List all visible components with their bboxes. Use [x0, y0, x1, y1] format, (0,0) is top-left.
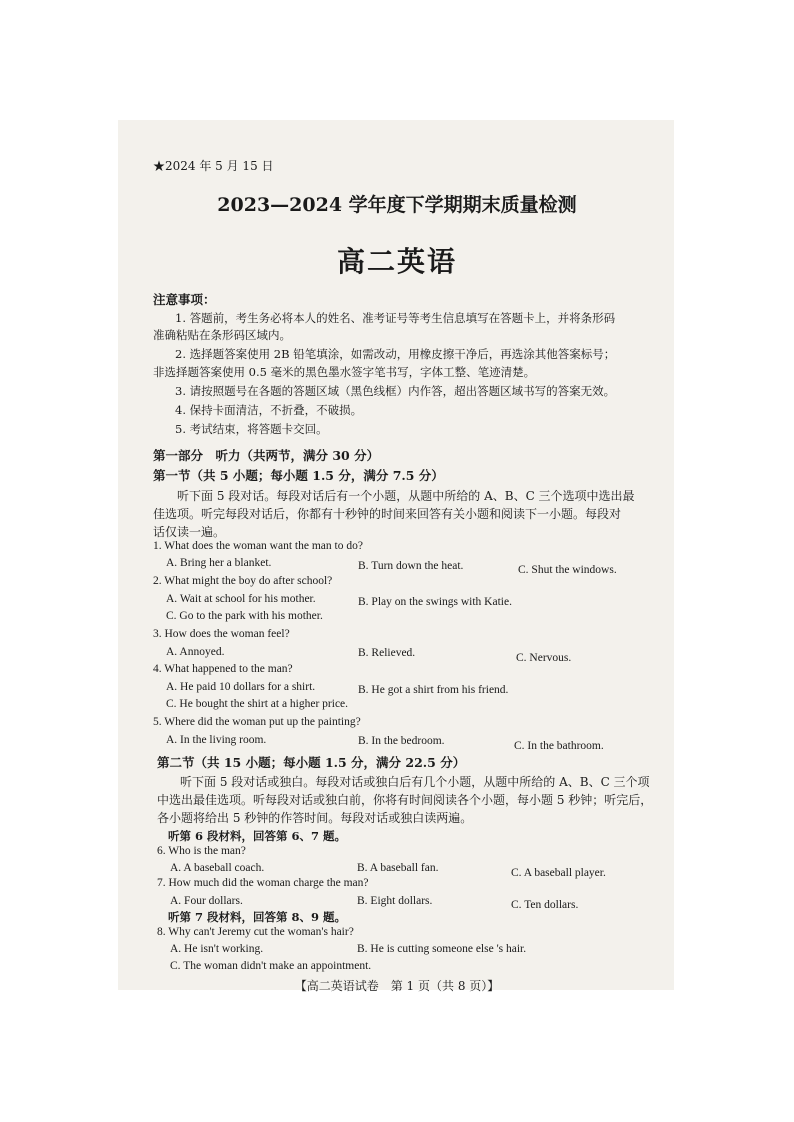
option-b: B. Relieved. [358, 647, 416, 659]
page-footer: 【高二英语试卷 第 1 页（共 8 页）】 [294, 979, 500, 993]
section2-instructions-line: 中选出最佳选项。听每段对话或独白前，你将有时间阅读各个小题，每小题 5 秒钟；听完后， [157, 793, 653, 807]
option-c: C. The woman didn't make an appointment. [170, 960, 372, 972]
section2-heading: 第二节（共 15 小题；每小题 1.5 分，满分 22.5 分） [157, 755, 466, 770]
section1-instructions-line: 佳选项。听完每段对话后，你都有十秒钟的时间来回答有关小题和阅读下一小题。每段对 [153, 507, 622, 521]
notes-heading: 注意事项： [153, 292, 216, 307]
question-stem: 4. What happened to the man? [153, 663, 293, 675]
option-a: A. He isn't working. [170, 943, 264, 955]
option-b: B. He got a shirt from his friend. [358, 684, 509, 696]
option-a: A. A baseball coach. [170, 862, 265, 874]
option-a: A. Wait at school for his mother. [166, 593, 316, 605]
question-stem: 2. What might the boy do after school? [153, 575, 333, 587]
question-stem: 7. How much did the woman charge the man? [157, 877, 369, 889]
option-c: C. A baseball player. [511, 867, 606, 879]
material-instruction: 听第 6 段材料，回答第 6、7 题。 [168, 829, 347, 843]
option-a: A. Four dollars. [170, 895, 243, 907]
option-b: B. Eight dollars. [357, 895, 433, 907]
note-line: 5. 考试结束，将答题卡交回。 [175, 422, 328, 436]
option-b: B. Play on the swings with Katie. [358, 596, 512, 608]
option-c: C. In the bathroom. [514, 740, 604, 752]
note-line: 3. 请按照题号在各题的答题区域（黑色线框）内作答，超出答题区域书写的答案无效。 [175, 384, 616, 398]
material-instruction: 听第 7 段材料，回答第 8、9 题。 [168, 910, 347, 924]
option-c: C. He bought the shirt at a higher price. [166, 698, 349, 710]
option-c: C. Shut the windows. [518, 564, 617, 576]
note-line: 准确粘贴在条形码区域内。 [153, 328, 291, 342]
question-stem: 3. How does the woman feel? [153, 628, 290, 640]
option-b: B. In the bedroom. [358, 735, 445, 747]
exam-subject: 高二英语 [336, 245, 457, 278]
option-b: B. A baseball fan. [357, 862, 439, 874]
exam-date: ★2024 年 5 月 15 日 [153, 159, 274, 173]
section1-instructions-line: 听下面 5 段对话。每段对话后有一个小题，从题中所给的 A、B、C 三个选项中选出最 [177, 489, 635, 503]
option-a: A. Bring her a blanket. [166, 557, 272, 569]
exam-title: 2023—2024 学年度下学期期末质量检测 [217, 194, 577, 216]
option-c: C. Go to the park with his mother. [166, 610, 323, 622]
section1-instructions-line: 话仅读一遍。 [153, 525, 226, 539]
note-line: 2. 选择题答案使用 2B 铅笔填涂，如需改动，用橡皮擦干净后，再选涂其他答案标号； [175, 347, 616, 361]
note-line: 1. 答题前，考生务必将本人的姓名、准考证号等考生信息填写在答题卡上，并将条形码 [175, 311, 616, 325]
section1-heading: 第一节（共 5 小题；每小题 1.5 分，满分 7.5 分） [153, 468, 444, 483]
option-c: C. Ten dollars. [511, 899, 579, 911]
section2-instructions-line: 听下面 5 段对话或独白。每段对话或独白后有几个小题，从题中所给的 A、B、C 三个项 [180, 775, 650, 789]
option-b: B. Turn down the heat. [358, 560, 464, 572]
question-stem: 6. Who is the man? [157, 845, 246, 857]
option-a: A. Annoyed. [166, 646, 225, 658]
note-line: 非选择题答案使用 0.5 毫米的黑色墨水签字笔书写，字体工整、笔迹清楚。 [153, 365, 536, 379]
question-stem: 1. What does the woman want the man to do? [153, 540, 363, 552]
part1-heading: 第一部分 听力（共两节，满分 30 分） [153, 448, 380, 463]
option-a: A. In the living room. [166, 734, 267, 746]
note-line: 4. 保持卡面清洁，不折叠，不破损。 [175, 403, 363, 417]
section2-instructions-line: 各小题将给出 5 秒钟的作答时间。每段对话或独白读两遍。 [157, 811, 473, 825]
option-a: A. He paid 10 dollars for a shirt. [166, 681, 316, 693]
question-stem: 5. Where did the woman put up the painting? [153, 716, 361, 728]
option-b: B. He is cutting someone else 's hair. [357, 943, 527, 955]
question-stem: 8. Why can't Jeremy cut the woman's hair? [157, 926, 354, 938]
option-c: C. Nervous. [516, 652, 572, 664]
